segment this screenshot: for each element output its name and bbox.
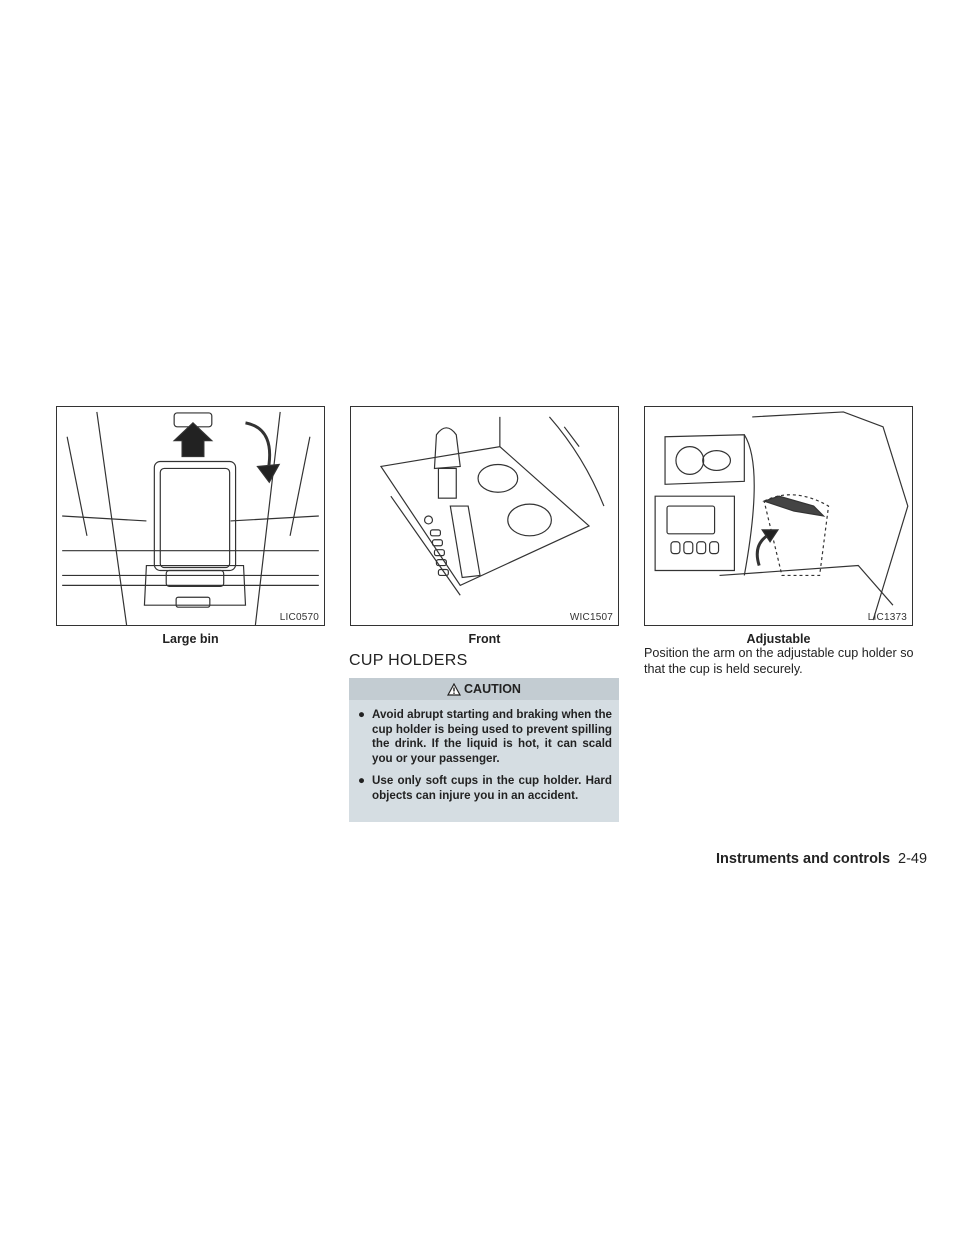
adjustable-cup-holder-illustration [645, 407, 912, 625]
figure-code: WIC1507 [569, 612, 613, 623]
figure-adjustable [644, 406, 913, 626]
page-number: 2-49 [898, 851, 928, 867]
caution-item [358, 774, 612, 803]
figure-large-bin [56, 406, 325, 626]
large-bin-illustration [57, 407, 324, 625]
caution-box [349, 678, 619, 822]
caution-item [358, 708, 612, 766]
bullet-icon: ● [358, 774, 366, 788]
figure-code: LIC0570 [279, 612, 319, 623]
figure-caption: Adjustable [746, 632, 811, 646]
figure-caption: Front [468, 632, 501, 646]
bullet-icon: ● [358, 708, 366, 721]
caution-heading: CAUTION [464, 682, 521, 696]
footer-section-name: Instruments and controls [716, 851, 891, 867]
page-footer [716, 851, 927, 867]
caution-header [349, 678, 619, 700]
figure-code: LIC1373 [867, 612, 907, 623]
caution-item-text: Avoid abrupt starting and braking when the cup holder is being used to prevent spilling the drink. If the liquid is hot, it can scald you or your passenger. [372, 708, 612, 765]
figure-caption: Large bin [162, 632, 219, 646]
caution-item-text: Use only soft cups in the cup holder. Hard objects can injure you in an accident. [372, 774, 612, 802]
caution-list [349, 700, 619, 804]
front-cup-holder-illustration [351, 407, 618, 625]
adjustable-instructions: Position the arm on the adjustable cup holder so that the cup is held securely. [644, 646, 914, 676]
figure-front [350, 406, 619, 626]
warning-triangle-icon [447, 683, 461, 696]
section-title: CUP HOLDERS [349, 652, 468, 669]
